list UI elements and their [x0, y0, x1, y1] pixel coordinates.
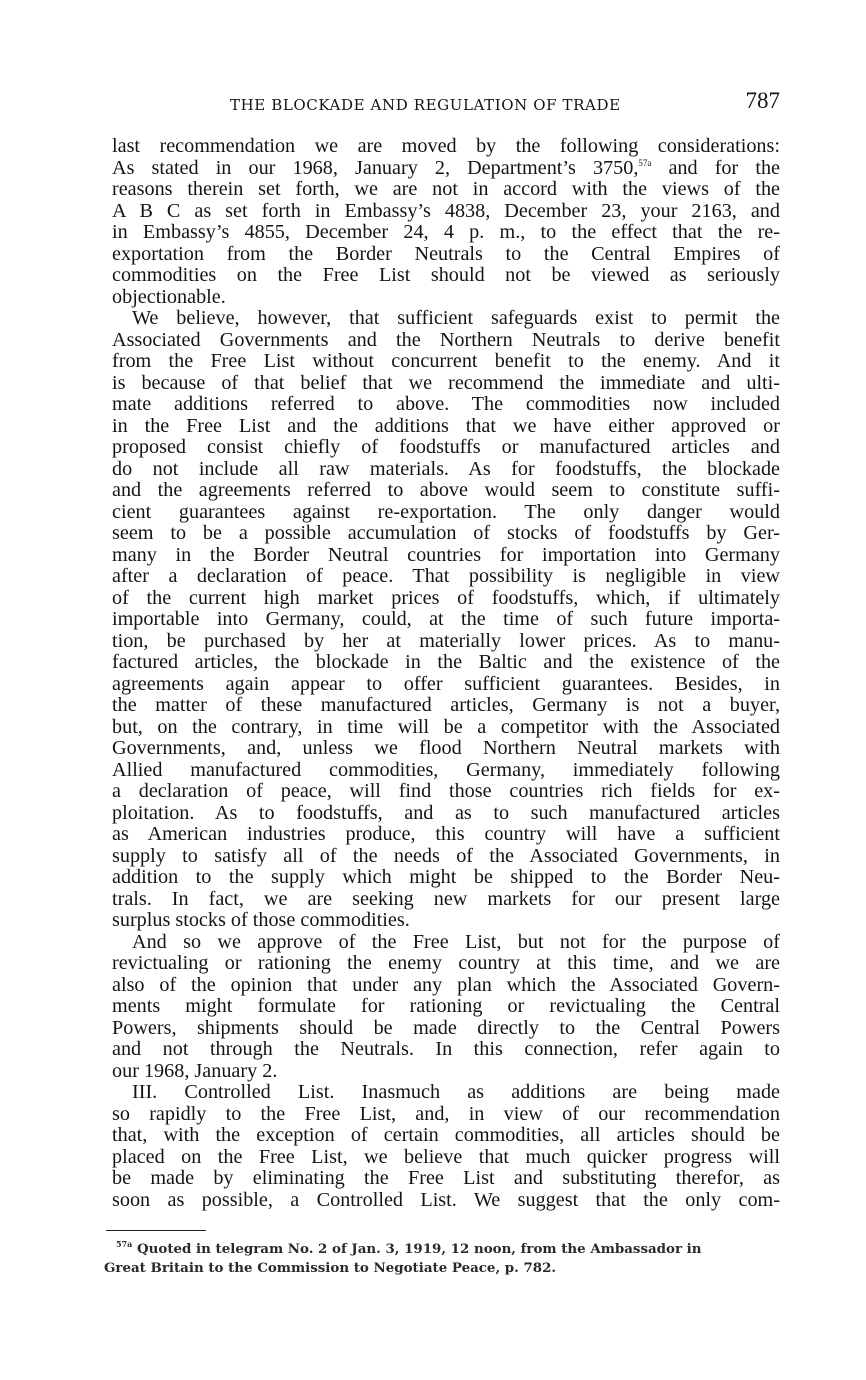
text-line — [112, 1125, 780, 1147]
text-line — [112, 910, 780, 932]
line-text: objectionable. — [112, 285, 226, 308]
line-text: reasons therein set forth, we are not in accord with the views of the — [112, 178, 780, 200]
text-line — [112, 803, 780, 825]
line-text: proposed consist chiefly of foodstuffs or manufactured articles and — [112, 436, 780, 458]
footnote-reference: 57a — [638, 157, 652, 168]
text-line — [112, 394, 780, 416]
text-line — [112, 975, 780, 997]
line-text: cient guarantees against re-exportation. The only danger would — [112, 500, 780, 523]
footnote — [104, 1240, 780, 1278]
text-line — [112, 373, 780, 395]
text-line — [112, 545, 780, 567]
text-line — [112, 1018, 780, 1040]
text-line — [112, 738, 780, 760]
text-line — [112, 1082, 780, 1104]
line-text: as American industries produce, this country will have a sufficient — [112, 823, 780, 845]
footnote-marker: 57a — [116, 1239, 133, 1249]
line-text: We believe, however, that sufficient safeguards exist to permit the — [132, 307, 780, 329]
line-text: so rapidly to the Free List, and, in view of our recommendation — [112, 1102, 780, 1125]
footnote-text: Quoted in telegram No. 2 of Jan. 3, 1919, 12 noon, from the Ambassador in — [137, 1241, 702, 1257]
line-text: Governments, and, unless we flood Northern Neutral markets with — [112, 737, 780, 759]
text-line — [112, 674, 780, 696]
text-line — [112, 1039, 780, 1061]
text-line — [112, 996, 780, 1018]
footnote-line — [104, 1259, 780, 1278]
text-line — [112, 201, 780, 223]
text-line — [112, 867, 780, 889]
text-line — [112, 179, 780, 201]
page-number: 787 — [745, 88, 780, 113]
text-line — [112, 932, 780, 954]
line-text: Associated Governments and the Northern Neutrals to derive benefit — [112, 328, 780, 351]
text-line — [112, 222, 780, 244]
line-text: commodities on the Free List should not be viewed as seriously — [112, 264, 780, 286]
footnote-line — [104, 1240, 780, 1259]
footnote-divider — [106, 1230, 206, 1231]
line-text: mate additions referred to above. The commodities now included — [112, 393, 780, 415]
text-line — [112, 588, 780, 610]
text-line — [112, 824, 780, 846]
line-text: addition to the supply which might be shipped to the Border Neu- — [112, 866, 780, 888]
text-line — [112, 566, 780, 588]
text-line — [112, 631, 780, 653]
text-line — [112, 437, 780, 459]
line-text: do not include all raw materials. As for foodstuffs, the blockade — [112, 457, 780, 480]
line-text: and for the — [651, 156, 780, 179]
line-text: A B C as set forth in Embassy’s 4838, December 23, your 2163, and — [112, 199, 780, 222]
line-text: many in the Border Neutral countries for importation into Germany — [112, 543, 780, 566]
line-text: Allied manufactured commodities, Germany, immediately following — [112, 758, 780, 781]
line-text: As stated in our 1968, January 2, Department’s 3750, — [112, 156, 639, 179]
text-line — [112, 416, 780, 438]
text-line — [112, 308, 780, 330]
line-text: ploitation. As to foodstuffs, and as to such manufactured articles — [112, 801, 780, 824]
text-line — [112, 523, 780, 545]
line-text: that, with the exception of certain commodities, all articles should be — [112, 1124, 780, 1146]
line-text: in the Free List and the additions that we have either approved or — [112, 414, 780, 437]
line-text: and not through the Neutrals. In this connection, refer again to — [112, 1038, 780, 1060]
text-line — [112, 136, 780, 158]
text-line — [112, 652, 780, 674]
text-line — [112, 889, 780, 911]
running-header — [112, 90, 780, 122]
line-text: in Embassy’s 4855, December 24, 4 p. m., to the effect that the re- — [112, 221, 780, 243]
line-text: And so we approve of the Free List, but not for the purpose of — [132, 930, 780, 953]
line-text: importable into Germany, could, at the time of such future importa- — [112, 608, 780, 630]
line-text: supply to satisfy all of the needs of the Associated Governments, in — [112, 844, 780, 867]
running-title: THE BLOCKADE AND REGULATION OF TRADE — [230, 96, 621, 114]
line-text: and the agreements referred to above would seem to constitute suffi- — [112, 479, 780, 501]
text-line — [112, 265, 780, 287]
text-line — [112, 609, 780, 631]
line-text: a declaration of peace, will find those countries rich fields for ex- — [112, 780, 780, 802]
line-text: after a declaration of peace. That possibility is negligible in view — [112, 565, 780, 587]
text-line — [112, 1190, 780, 1212]
text-line — [112, 1104, 780, 1126]
line-text: ments might formulate for rationing or revictualing the Central — [112, 995, 780, 1017]
line-text: is because of that belief that we recommend the immediate and ulti- — [112, 371, 780, 394]
line-text: exportation from the Border Neutrals to the Central Empires of — [112, 242, 780, 265]
text-line — [112, 459, 780, 481]
text-line — [112, 717, 780, 739]
line-text: from the Free List without concurrent benefit to the enemy. And it — [112, 350, 780, 372]
text-line — [112, 351, 780, 373]
text-line — [112, 480, 780, 502]
line-text: be made by eliminating the Free List and substituting therefor, as — [112, 1167, 780, 1189]
line-text: tion, be purchased by her at materially lower prices. As to manu- — [112, 629, 780, 652]
line-text: of the current high market prices of foodstuffs, which, if ultimately — [112, 586, 780, 609]
line-text: soon as possible, a Controlled List. We suggest that the only com- — [112, 1188, 780, 1211]
line-text: the matter of these manufactured articles, Germany is not a buyer, — [112, 694, 780, 716]
text-line — [112, 287, 780, 309]
text-line — [112, 244, 780, 266]
body-text — [112, 136, 780, 1211]
text-line — [112, 781, 780, 803]
text-line — [112, 1147, 780, 1169]
line-text: placed on the Free List, we believe that much quicker progress will — [112, 1145, 780, 1168]
text-line — [112, 502, 780, 524]
line-text: III. Controlled List. Inasmuch as additions are being made — [132, 1081, 780, 1103]
text-line — [112, 760, 780, 782]
line-text: but, on the contrary, in time will be a competitor with the Associated — [112, 715, 780, 738]
line-text: factured articles, the blockade in the Baltic and the existence of the — [112, 651, 780, 673]
text-line — [112, 953, 780, 975]
line-text: also of the opinion that under any plan which the Associated Govern- — [112, 973, 780, 996]
line-text: revictualing or rationing the enemy country at this time, and we are — [112, 952, 780, 974]
text-line — [112, 846, 780, 868]
line-text: trals. In fact, we are seeking new markets for our present large — [112, 887, 780, 910]
text-line — [112, 158, 780, 180]
line-text: surplus stocks of those commodities. — [112, 909, 410, 931]
text-line — [112, 1061, 780, 1083]
text-line — [112, 695, 780, 717]
text-line — [112, 1168, 780, 1190]
line-text: our 1968, January 2. — [112, 1059, 278, 1082]
text-line — [112, 330, 780, 352]
line-text: Powers, shipments should be made directly to the Central Powers — [112, 1016, 780, 1039]
line-text: seem to be a possible accumulation of stocks of foodstuffs by Ger- — [112, 522, 780, 544]
line-text: last recommendation we are moved by the following considerations: — [112, 135, 780, 157]
footnote-text: Great Britain to the Commission to Negotiate Peace, p. 782. — [104, 1260, 557, 1276]
line-text: agreements again appear to offer sufficient guarantees. Besides, in — [112, 672, 780, 695]
